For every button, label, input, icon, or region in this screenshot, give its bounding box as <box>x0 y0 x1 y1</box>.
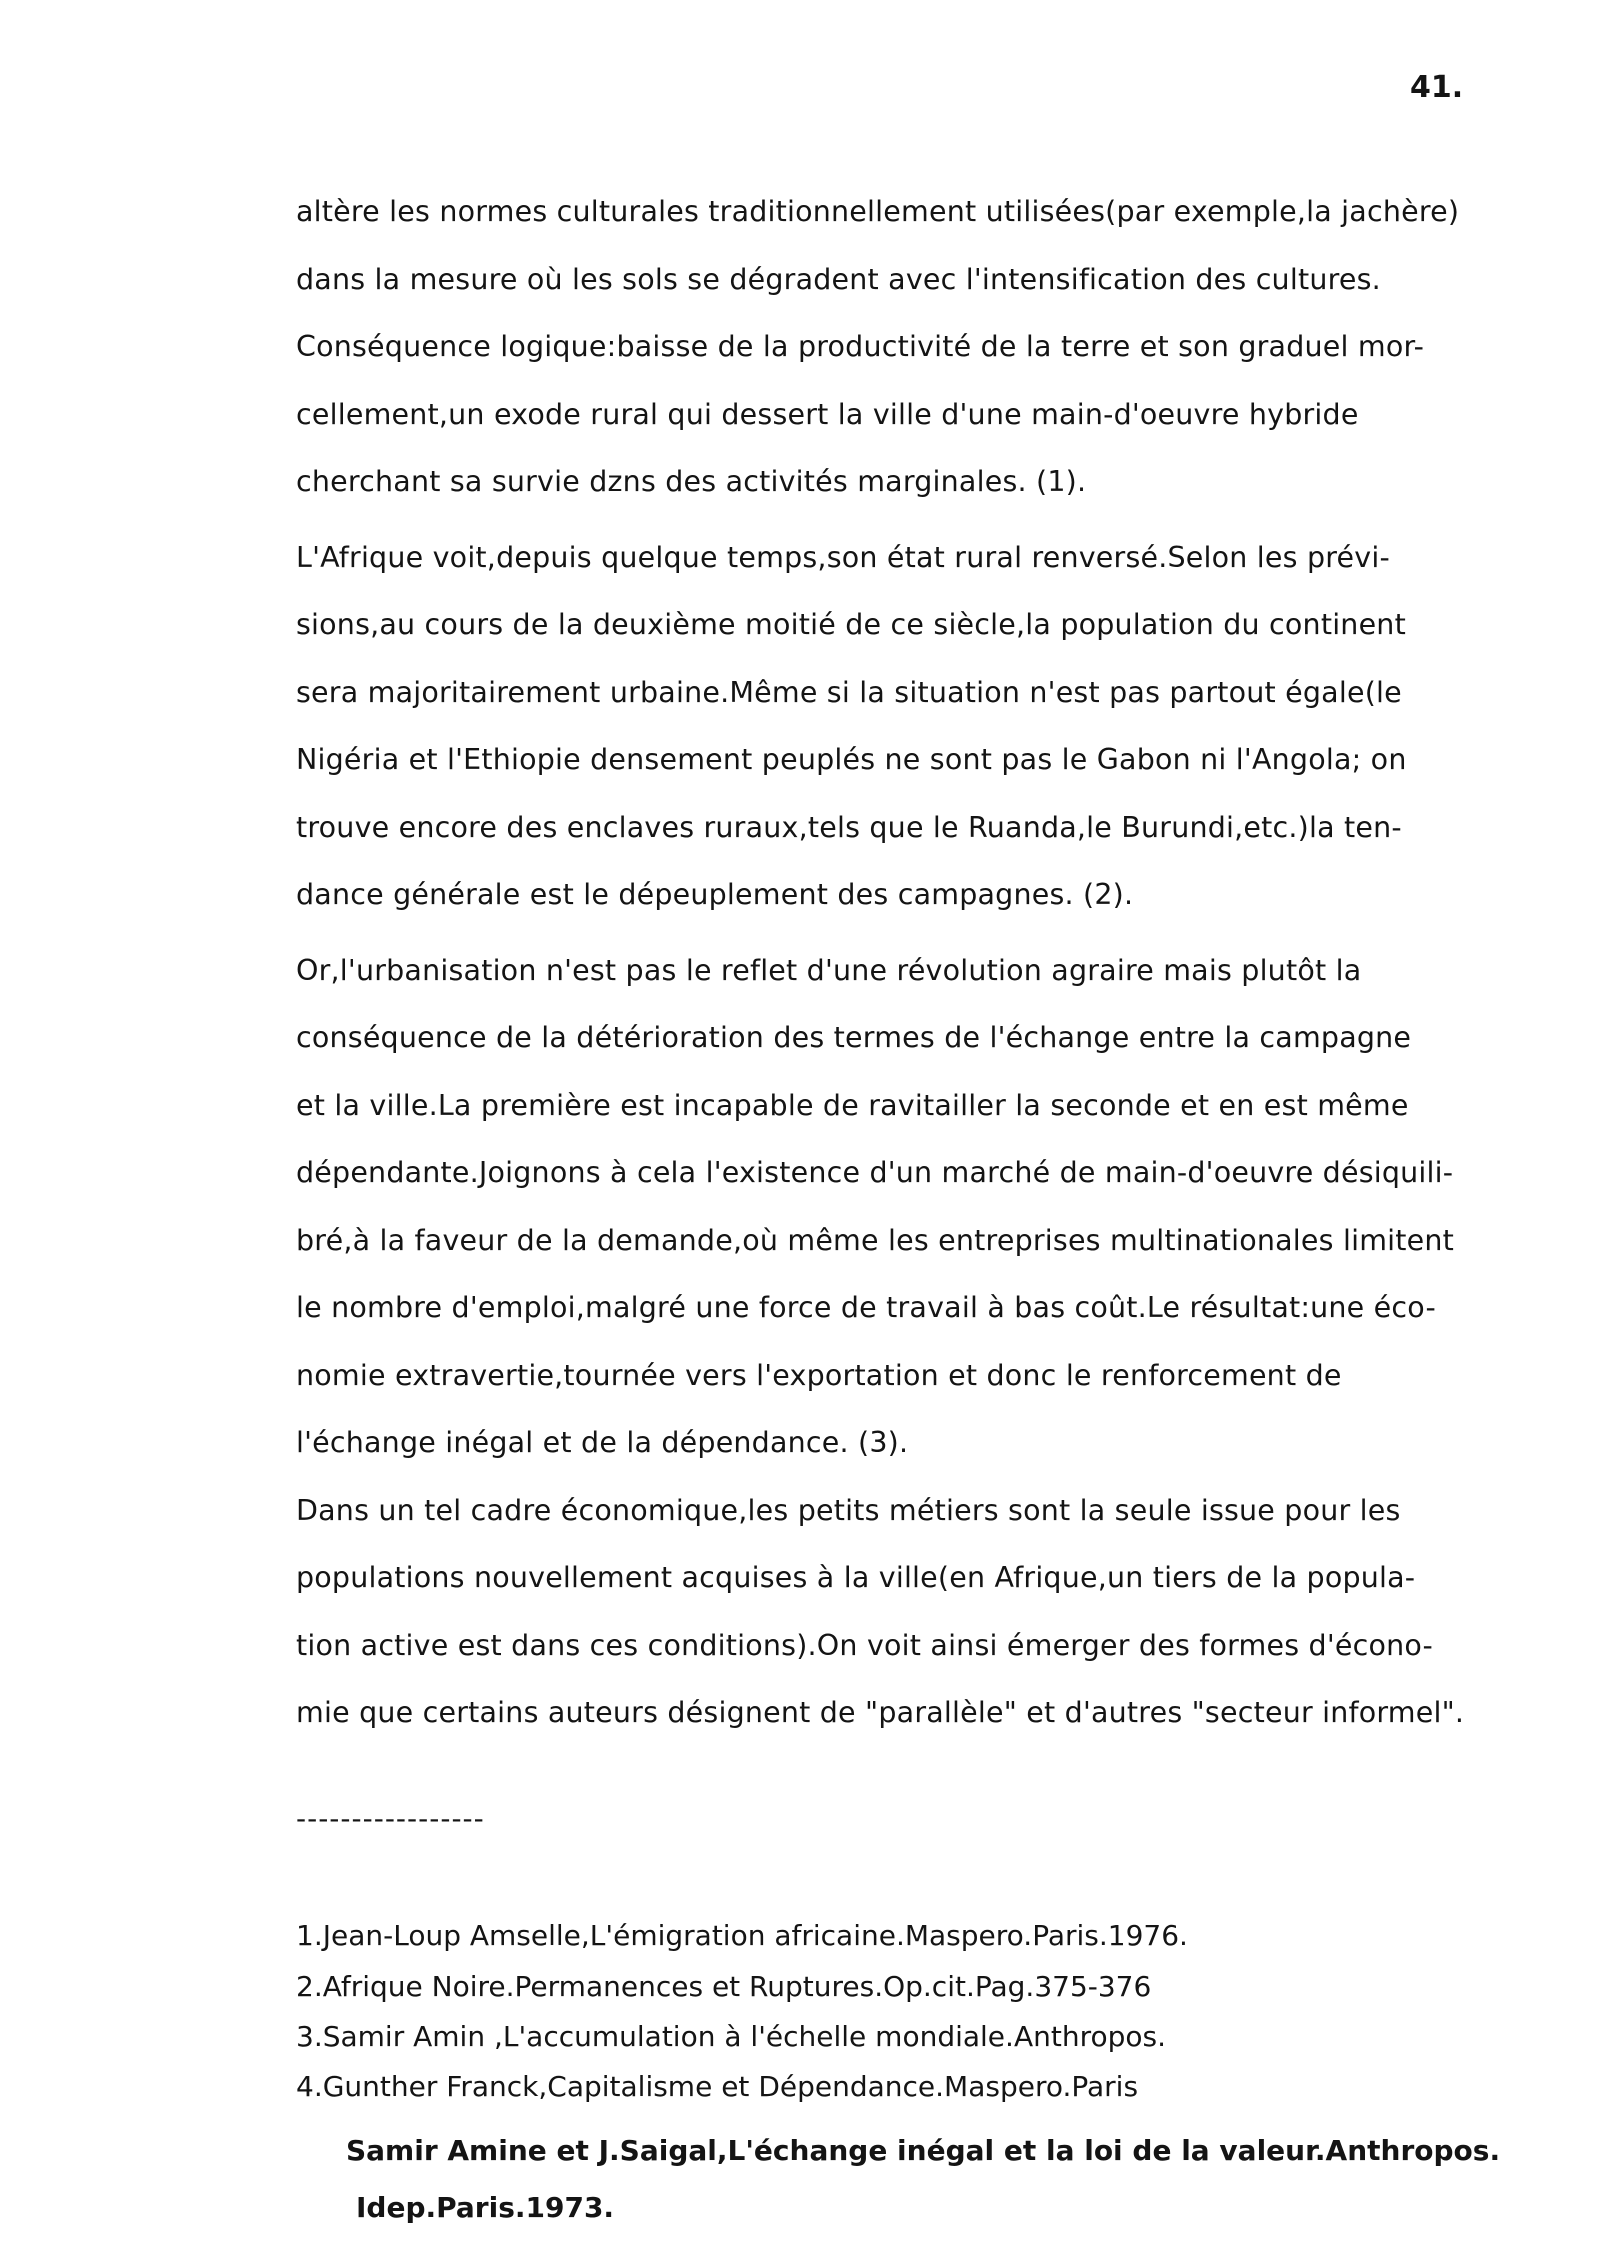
paragraph-1 <box>296 178 1546 516</box>
footnote-bold: Samir Amine et J.Saigal,L'échange inégal et la loi de la valeur.Anthropos. <box>346 2134 1501 2167</box>
text-line: bré,à la faveur de la demande,où même les entreprises multinationales limitent <box>296 1223 1455 1257</box>
text-line: tion active est dans ces conditions).On voit ainsi émerger des formes d'écono- <box>296 1628 1434 1662</box>
text-line: conséquence de la détérioration des termes de l'échange entre la campagne <box>296 1021 1412 1054</box>
text-line: cherchant sa survie dzns des activités marginales. (1). <box>296 465 1087 498</box>
body-text <box>296 178 1546 1747</box>
text-line: populations nouvellement acquises à la ville(en Afrique,un tiers de la popula- <box>296 1561 1416 1594</box>
text-line: sera majoritairement urbaine.Même si la situation n'est pas partout égale(le <box>296 675 1402 709</box>
footnote-separator: ----------------- <box>296 1802 485 1835</box>
paragraph-4 <box>296 1477 1546 1747</box>
paragraph-2 <box>296 524 1546 929</box>
footnote: 2.Afrique Noire.Permanences et Ruptures.Op.cit.Pag.375-376 <box>296 1970 1152 2003</box>
text-line: dépendante.Joignons à cela l'existence d'un marché de main-d'oeuvre désiquili- <box>296 1156 1454 1189</box>
text-line: L'Afrique voit,depuis quelque temps,son état rural renversé.Selon les prévi- <box>296 540 1390 574</box>
text-line: et la ville.La première est incapable de ravitailler la seconde et en est même <box>296 1088 1409 1122</box>
text-line: dans la mesure où les sols se dégradent avec l'intensification des cultures. <box>296 262 1381 296</box>
footnote: 3.Samir Amin ,L'accumulation à l'échelle mondiale.Anthropos. <box>296 2020 1166 2053</box>
text-line: sions,au cours de la deuxième moitié de ce siècle,la population du continent <box>296 608 1406 641</box>
text-line: trouve encore des enclaves ruraux,tels que le Ruanda,le Burundi,etc.)la ten- <box>296 810 1402 844</box>
footnote: 4.Gunther Franck,Capitalisme et Dépendance.Maspero.Paris <box>296 2070 1139 2103</box>
page-number: 41. <box>1410 70 1464 105</box>
text-line: cellement,un exode rural qui dessert la ville d'une main-d'oeuvre hybride <box>296 397 1359 431</box>
text-line: nomie extravertie,tournée vers l'exportation et donc le renforcement de <box>296 1358 1342 1392</box>
text-line: Nigéria et l'Ethiopie densement peuplés ne sont pas le Gabon ni l'Angola; on <box>296 743 1407 776</box>
text-line: le nombre d'emploi,malgré une force de travail à bas coût.Le résultat:une éco- <box>296 1291 1436 1324</box>
footnotes <box>296 1910 1546 2236</box>
paragraph-3 <box>296 937 1546 1477</box>
footnote: 1.Jean-Loup Amselle,L'émigration africaine.Maspero.Paris.1976. <box>296 1919 1188 1952</box>
text-line: Conséquence logique:baisse de la productivité de la terre et son graduel mor- <box>296 330 1425 363</box>
text-line: Or,l'urbanisation n'est pas le reflet d'une révolution agraire mais plutôt la <box>296 953 1362 987</box>
footnote-bold: Idep.Paris.1973. <box>356 2191 615 2224</box>
text-line: l'échange inégal et de la dépendance. (3). <box>296 1426 909 1459</box>
text-line: altère les normes culturales traditionnellement utilisées(par exemple,la jachère) <box>296 195 1460 228</box>
text-line: mie que certains auteurs désignent de "parallèle" et d'autres "secteur informel". <box>296 1696 1465 1729</box>
text-line: dance générale est le dépeuplement des campagnes. (2). <box>296 878 1134 911</box>
text-line: Dans un tel cadre économique,les petits métiers sont la seule issue pour les <box>296 1493 1401 1527</box>
